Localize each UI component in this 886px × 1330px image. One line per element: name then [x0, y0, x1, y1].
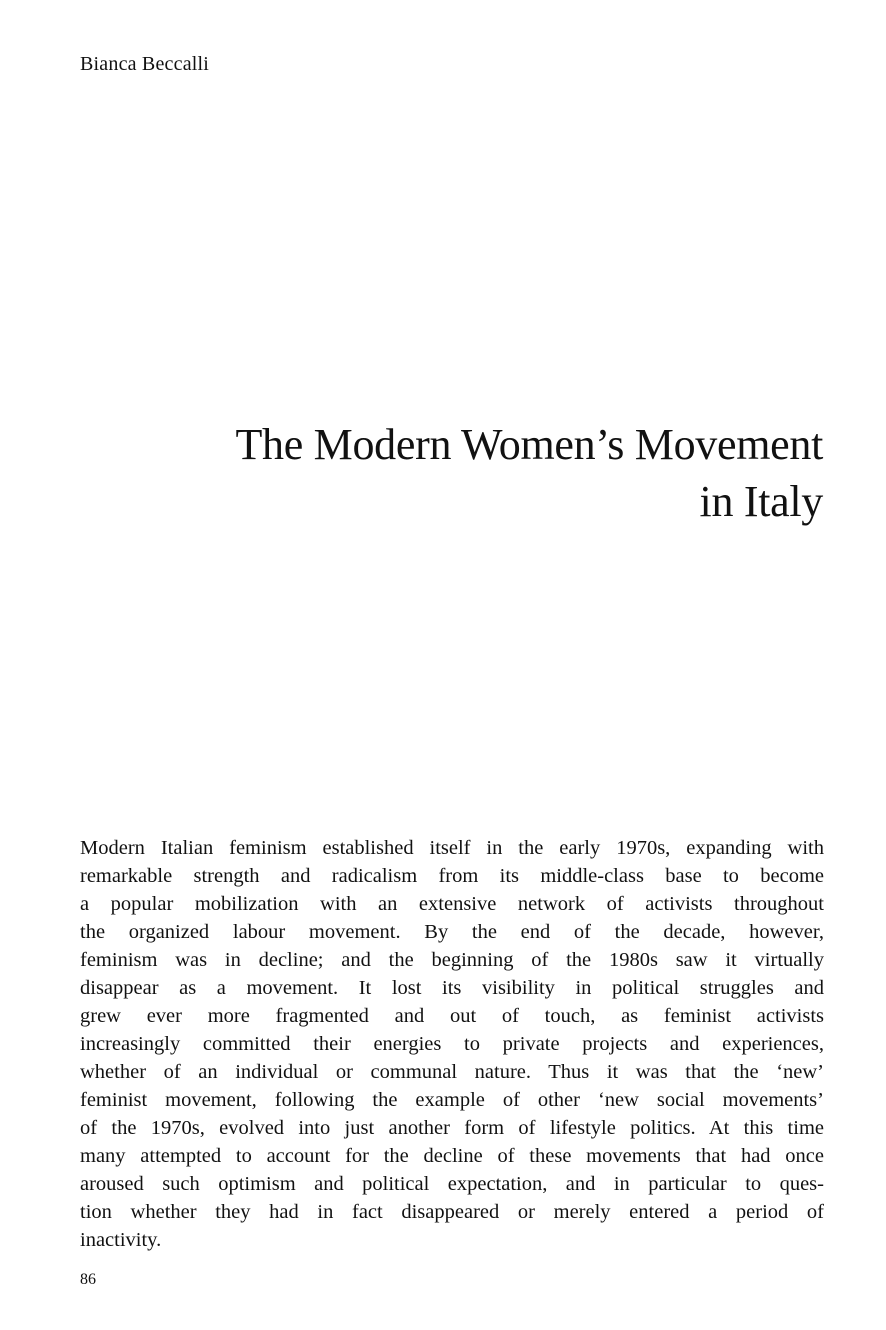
article-title-line-1: The Modern Women’s Movement [235, 420, 823, 469]
page-number: 86 [80, 1271, 96, 1288]
body-line: disappear as a movement. It lost its visibility in political struggles and [80, 977, 824, 999]
body-line: Modern Italian feminism established itself in the early 1970s, expanding with [80, 837, 824, 859]
body-paragraph [80, 834, 824, 1254]
body-line: feminism was in decline; and the beginning of the 1980s saw it virtually [80, 949, 824, 971]
body-line: tion whether they had in fact disappeared or merely entered a period of [80, 1201, 824, 1223]
body-line: a popular mobilization with an extensive network of activists throughout [80, 893, 824, 915]
body-line: whether of an individual or communal nature. Thus it was that the ‘new’ [80, 1061, 824, 1083]
article-title-line-2: in Italy [699, 477, 823, 526]
running-head-author: Bianca Beccalli [80, 53, 210, 75]
article-title [123, 416, 823, 530]
body-line: feminist movement, following the example of other ‘new social movements’ [80, 1089, 824, 1111]
body-line: the organized labour movement. By the end of the decade, however, [80, 921, 824, 943]
body-line: increasingly committed their energies to private projects and experiences, [80, 1033, 824, 1055]
body-line: many attempted to account for the decline of these movements that had once [80, 1145, 824, 1167]
body-line: grew ever more fragmented and out of touch, as feminist activists [80, 1005, 824, 1027]
body-line: remarkable strength and radicalism from its middle-class base to become [80, 865, 824, 887]
body-line: of the 1970s, evolved into just another form of lifestyle politics. At this time [80, 1117, 824, 1139]
body-line-last: inactivity. [80, 1229, 162, 1251]
body-line: aroused such optimism and political expectation, and in particular to ques- [80, 1173, 824, 1195]
